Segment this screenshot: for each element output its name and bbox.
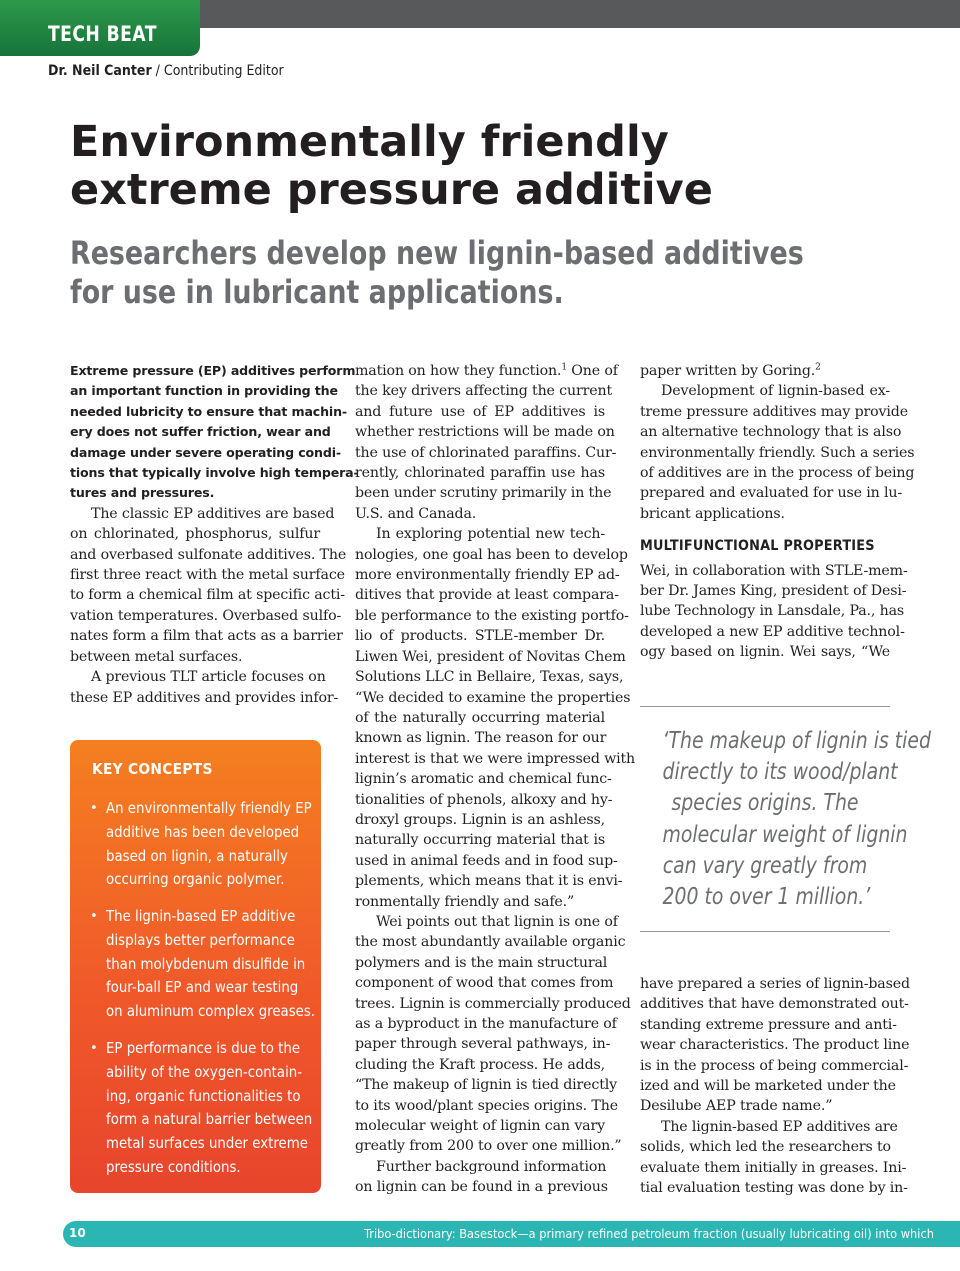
text-line: tionalities of phenols, alkoxy and hy- [355, 791, 613, 808]
bullet-icon: • [90, 1041, 98, 1056]
text-line: known as lignin. The reason for our [355, 730, 607, 747]
text-line: tions that typically involve high tempera- [70, 465, 359, 481]
footnote-ref: 1 [561, 362, 567, 373]
text-line: U.S. and Canada. [355, 505, 477, 522]
text-line: Wei, in collaboration with STLE-mem- [640, 562, 908, 579]
pull-quote-line: ‘The makeup of lignin is tied [662, 728, 931, 754]
key-concepts-box [70, 740, 321, 1193]
text-line: Solutions LLC in Bellaire, Texas, says, [355, 669, 624, 686]
column-2 [355, 361, 636, 1198]
text-line: nates form a film that acts as a barrier [70, 628, 343, 645]
text-line: ber Dr. James King, president of Desi- [640, 583, 907, 600]
article-headline [70, 118, 890, 214]
text-line: tures and pressures. [70, 485, 215, 501]
pull-quote-line: 200 to over 1 million.’ [662, 884, 871, 911]
text-line: metal surfaces under extreme [106, 1134, 308, 1153]
page-number: 10 [69, 1226, 86, 1240]
text-line: Extreme pressure (EP) additives perform [70, 363, 356, 378]
text-line: naturally occurring material that is [355, 832, 605, 849]
text-line [640, 361, 890, 381]
text-line [355, 361, 618, 381]
text-line: nologies, one goal has been to develop [355, 546, 628, 563]
text-line: on aluminum complex greases. [106, 1002, 316, 1021]
text-line: based on lignin, a naturally [106, 846, 288, 865]
text-line: form a natural barrier between [106, 1110, 313, 1129]
text-line: The classic EP additives are based [91, 505, 335, 522]
bullet-icon: • [90, 909, 98, 924]
text-line: to its wood/plant species origins. The [355, 1097, 618, 1114]
text-line: to form a chemical film at specific acti- [70, 587, 345, 604]
text-fragment: One of [566, 363, 618, 379]
tribo-dictionary: Tribo-dictionary: Basestock—a primary refined petroleum fraction (usually lubricating oil) into which [364, 1227, 934, 1241]
footer-bar [63, 1221, 960, 1247]
pull-quote-line: directly to its wood/plant [662, 759, 898, 786]
text-line: bricant applications. [640, 505, 785, 522]
text-line: have prepared a series of lignin-based [640, 976, 910, 992]
article-subhead [70, 234, 804, 312]
text-line: the most abundantly available organic [355, 934, 626, 951]
pull-quote-rule-top [640, 706, 890, 707]
text-line: damage under severe operating condi- [70, 444, 341, 460]
text-line: and overbased sulfonate additives. The [70, 546, 347, 563]
pull-quote-rule-bottom [640, 931, 890, 932]
text-line: component of wood that comes from [355, 975, 614, 992]
section-tab [0, 0, 200, 56]
subhead-line: Researchers develop new lignin-based additives [70, 234, 804, 272]
text-line: the key drivers affecting the current [355, 383, 612, 400]
text-line: rently, chlorinated paraffin use has [355, 465, 605, 482]
text-line: and future use of EP additives is [355, 403, 605, 420]
text-line: lignin’s aromatic and chemical func- [355, 771, 612, 788]
text-line: treme pressure additives may provide [640, 403, 908, 420]
paragraph [70, 667, 339, 708]
text-line: The lignin-based EP additives are [661, 1118, 898, 1135]
text-line: ogy based on lignin. Wei says, “We [640, 644, 890, 661]
text-line: EP performance is due to the [106, 1039, 301, 1057]
text-line: standing extreme pressure and anti- [640, 1016, 897, 1033]
text-line: Development of lignin-based ex- [661, 383, 890, 400]
text-line: wear characteristics. The product line [640, 1037, 910, 1054]
text-line: droxyl groups. Lignin is an ashless, [355, 811, 605, 828]
text-line: An environmentally friendly EP [106, 799, 312, 817]
text-line: ery does not suffer friction, wear and [70, 424, 331, 440]
text-line: The lignin-based EP additive [106, 907, 296, 925]
text-line: ble performance to the existing portfo- [355, 607, 629, 624]
column-3-upper [640, 361, 915, 663]
text-line: on lignin can be found in a previous [355, 1179, 608, 1196]
text-line: is in the process of being commercial- [640, 1057, 909, 1074]
text-line: needed lubricity to ensure that machin- [70, 403, 347, 419]
text-line: molecular weight of lignin can vary [355, 1118, 605, 1135]
text-line: of the naturally occurring material [355, 709, 605, 726]
footnote-ref: 2 [815, 362, 821, 373]
text-line: environmentally friendly. Such a series [640, 444, 915, 461]
text-line: been under scrutiny primarily in the [355, 485, 612, 502]
text-line: more environmentally friendly EP ad- [355, 567, 620, 584]
text-line: vation temperatures. Overbased sulfo- [70, 607, 342, 624]
author-role: / Contributing Editor [151, 63, 284, 79]
text-line: paper through several pathways, in- [355, 1036, 611, 1053]
headline-line: Environmentally friendly [70, 117, 669, 167]
text-line: additives that have demonstrated out- [640, 996, 909, 1013]
text-line: displays better performance [106, 930, 295, 949]
headline-line: extreme pressure additive [70, 165, 713, 215]
text-line: lio of products. STLE-member Dr. [355, 628, 605, 645]
text-line: Liwen Wei, president of Novitas Chem [355, 648, 626, 665]
text-line: an important function in providing the [70, 383, 338, 399]
text-line: lube Technology in Lansdale, Pa., has [640, 603, 905, 620]
text-line: ronmentally friendly and safe.” [355, 893, 575, 910]
text-line: “We decided to examine the properties [355, 689, 631, 706]
column-1 [70, 361, 359, 708]
text-line: an alternative technology that is also [640, 424, 902, 441]
bullet-icon: • [90, 801, 98, 816]
section-heading: MULTIFUNCTIONAL PROPERTIES [640, 538, 875, 555]
text-fragment: mation on how they function. [355, 363, 562, 379]
text-line: “The makeup of lignin is tied directly [355, 1077, 618, 1094]
byline [48, 63, 284, 79]
text-line: evaluate them initially in greases. Ini- [640, 1159, 907, 1176]
text-line: prepared and evaluated for use in lu- [640, 485, 902, 502]
pull-quote-line: species origins. The [671, 790, 859, 817]
text-line: greatly from 200 to over one million.” [355, 1138, 622, 1155]
text-fragment: paper written by Goring. [640, 363, 816, 379]
text-line: Desilube AEP trade name.” [640, 1098, 833, 1115]
text-line: In exploring potential new tech- [376, 526, 605, 543]
subhead-line: for use in lubricant applications. [70, 273, 564, 311]
text-line: A previous TLT article focuses on [91, 669, 326, 686]
text-line: between metal surfaces. [70, 648, 243, 665]
text-line: the use of chlorinated paraffins. Cur- [355, 444, 617, 461]
text-line: pressure conditions. [106, 1157, 241, 1176]
text-line: occurring organic polymer. [106, 870, 285, 889]
text-line: interest is that we were impressed with [355, 750, 636, 767]
text-line: first three react with the metal surface [70, 567, 345, 584]
text-line: used in animal feeds and in food sup- [355, 852, 618, 869]
pull-quote [640, 726, 931, 913]
text-line: Further background information [376, 1158, 607, 1175]
lead-paragraph [70, 361, 359, 504]
paragraph [70, 504, 347, 667]
text-line: than molybdenum disulfide in [106, 954, 306, 973]
column-3-lower [640, 974, 910, 1198]
text-line: trees. Lignin is commercially produced [355, 995, 631, 1012]
text-line: cluding the Kraft process. He adds, [355, 1056, 605, 1073]
text-line: ability of the oxygen-contain- [106, 1062, 303, 1081]
text-line: Wei points out that lignin is one of [376, 913, 618, 930]
section-tab-label: TECH BEAT [48, 22, 157, 46]
text-line: solids, which led the researchers to [640, 1139, 891, 1156]
text-line: these EP additives and provides infor- [70, 689, 339, 706]
text-line: polymers and is the main structural [355, 954, 608, 971]
text-line: as a byproduct in the manufacture of [355, 1016, 617, 1032]
text-line: four-ball EP and wear testing [106, 978, 299, 997]
text-line: on chlorinated, phosphorus, sulfur [70, 526, 320, 543]
text-line: whether restrictions will be made on [355, 424, 615, 441]
text-line: developed a new EP additive technol- [640, 623, 905, 640]
key-concepts-title: KEY CONCEPTS [92, 760, 213, 778]
text-line: of additives are in the process of being [640, 465, 915, 482]
text-line: additive has been developed [106, 822, 300, 841]
text-line: tial evaluation testing was done by in- [640, 1180, 908, 1197]
text-line: ditives that provide at least compara- [355, 587, 619, 604]
text-line: ing, organic functionalities to [106, 1086, 301, 1105]
text-line: plements, which means that it is envi- [355, 873, 623, 890]
pull-quote-line: can vary greatly from [662, 852, 868, 879]
pull-quote-line: molecular weight of lignin [662, 821, 908, 848]
text-line: ized and will be marketed under the [640, 1078, 896, 1095]
author-name: Dr. Neil Canter [48, 63, 152, 79]
